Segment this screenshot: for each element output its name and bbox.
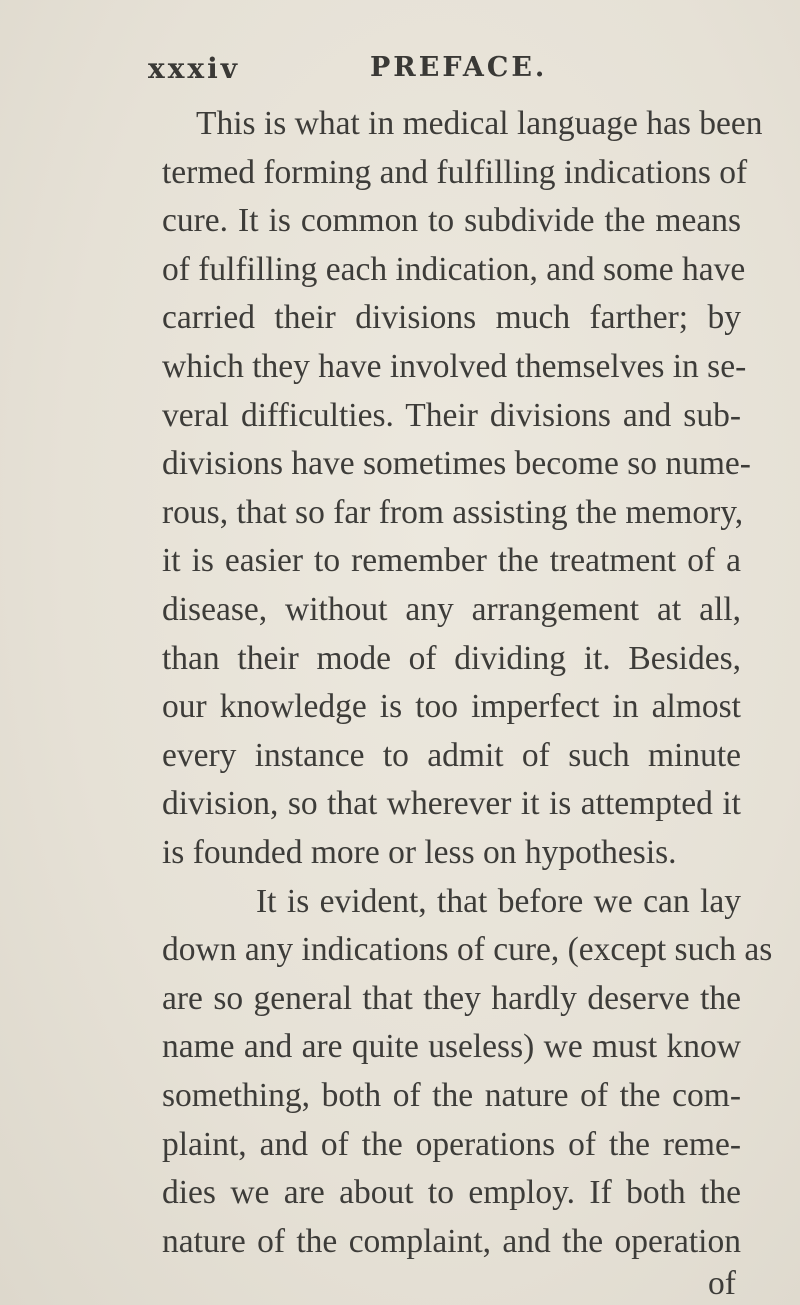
page-number: xxxiv bbox=[148, 52, 240, 85]
text-line: are so general that they hardly deserve the bbox=[162, 979, 741, 1017]
text-line: plaint, and of the operations of the reme- bbox=[162, 1125, 741, 1163]
text-line: This is what in medical language has been bbox=[196, 105, 763, 142]
text-line: it is easier to remember the treatment of a bbox=[162, 542, 741, 580]
text-line: which they have involved themselves in se- bbox=[162, 348, 747, 385]
text-line: is founded more or less on hypothesis. bbox=[162, 834, 677, 871]
text-line: every instance to admit of such minute bbox=[162, 736, 741, 774]
text-line: down any indications of cure, (except such as bbox=[162, 931, 773, 969]
text-line: our knowledge is too imperfect in almost bbox=[162, 688, 741, 726]
text-line: rous, that so far from assisting the memory, bbox=[162, 493, 744, 531]
text-line: carried their divisions much farther; by bbox=[162, 299, 741, 337]
text-line: divisions have sometimes become so nume- bbox=[162, 445, 751, 483]
text-line: nature of the complaint, and the operation bbox=[162, 1222, 741, 1260]
catchword: of bbox=[708, 1265, 736, 1303]
text-line: of fulfilling each indication, and some have bbox=[162, 250, 746, 288]
text-line: veral difficulties. Their divisions and sub- bbox=[162, 396, 741, 434]
text-line: than their mode of dividing it. Besides, bbox=[162, 639, 741, 677]
text-line: division, so that wherever it is attempted it bbox=[162, 785, 741, 823]
text-line: termed forming and fulfilling indications of bbox=[162, 153, 748, 191]
running-title: PREFACE. bbox=[370, 52, 548, 83]
text-line: It is evident, that before we can lay bbox=[256, 882, 741, 920]
text-line: something, both of the nature of the com- bbox=[162, 1077, 741, 1114]
text-line: disease, without any arrangement at all, bbox=[162, 591, 741, 628]
text-line: cure. It is common to subdivide the means bbox=[162, 202, 741, 240]
text-line: dies we are about to employ. If both the bbox=[162, 1174, 741, 1212]
text-line: name and are quite useless) we must know bbox=[162, 1028, 741, 1066]
